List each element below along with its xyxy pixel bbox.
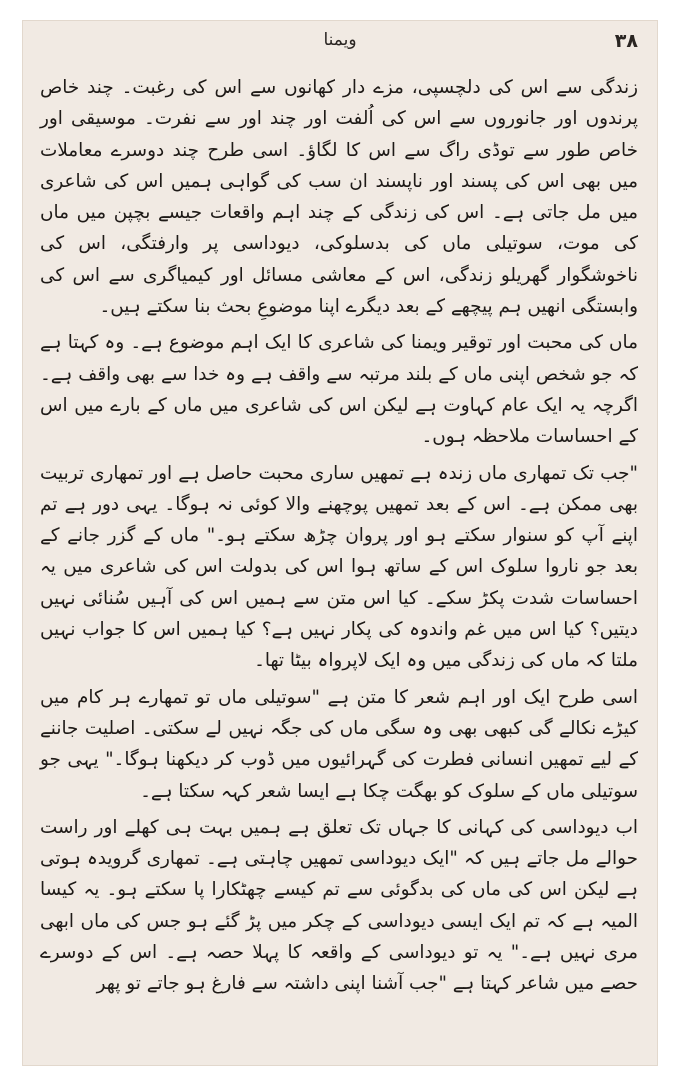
paragraph: ماں کی محبت اور توقیر ویمنا کی شاعری کا ایک اہم موضوع ہے۔ وہ کہتا ہے کہ جو شخص اپنی ماں کے بلند مرتبہ سے واقف ہے وہ خدا سے بھی واقف ہے۔ اگرچہ یہ ایک عام کہاوت ہے لیکن اس کی شاعری میں ماں کے بارے میں اس کے احساسات ملاحظہ ہوں۔ xyxy=(40,332,638,448)
paragraph: اسی طرح ایک اور اہم شعر کا متن ہے "سوتیلی ماں تو تمھارے ہر کام میں کیڑے نکالے گی کبھی بھی وہ سگی ماں کی جگہ نہیں لے سکتی۔ اصلیت جاننے کے لیے تمھیں انسانی فطرت کی گہرائیوں میں ڈوب کر دیکھنا ہوگا۔" یہی جو سوتیلی ماں کے سلوک کو بھگت چکا ہے ایسا شعر کہہ سکتا ہے۔ xyxy=(40,686,638,802)
paragraph: زندگی سے اس کی دلچسپی، مزے دار کھانوں سے اس کی رغبت۔ چند خاص پرندوں اور جانوروں سے اس کی اُلفت اور چند اور سے نفرت۔ موسیقی اور خاص طور سے توڈی راگ سے اس کا لگاؤ۔ اسی طرح چند دوسرے معاملات میں بھی اس کی پسند اور ناپسند ان سب کی گواہی ہمیں اس کی شاعری میں مل جاتی ہے۔ اس کی زندگی کے چند اہم واقعات جیسے بچپن میں ماں کی موت، سوتیلی ماں کی بدسلوکی، دیوداسی پر وارفتگی، اس کی ناخوشگوار گھریلو زندگی، اس کے معاشی مسائل اور کیمیاگری سے اس کی وابستگی انھیں ہم پیچھے کے بعد دیگرے اپنا موضوعِ بحث بنا سکتے ہیں۔ xyxy=(40,77,638,318)
paragraph: اب دیوداسی کی کہانی کا جہاں تک تعلق ہے ہمیں بہت ہی کھلے اور راست حوالے مل جاتے ہیں کہ "ایک دیوداسی تمھیں چاہتی ہے۔ تمھاری گرویدہ ہوتی ہے لیکن اس کی ماں کی بدگوئی سے تم کیسے چھٹکارا پا سکتے ہو۔ یہ کیسا المیہ ہے کہ تم ایک ایسی دیوداسی کے چکر میں پڑ گئے ہو جس کی ماں ابھی مری نہیں ہے۔" یہ تو دیوداسی کے واقعہ کا پہلا حصہ ہے۔ اس کے دوسرے حصے میں شاعر کہتا ہے "جب آشنا اپنی داشتہ سے فارغ ہو جاتے تو پھر xyxy=(40,816,638,995)
paragraph: "جب تک تمھاری ماں زندہ ہے تمھیں ساری محبت حاصل ہے اور تمھاری تربیت بھی ممکن ہے۔ اس کے بعد تمھیں پوچھنے والا کوئی نہ ہوگا۔ یہی دور ہے تم اپنے آپ کو سنوار سکتے ہو اور پروان چڑھ سکتے ہو۔" ماں کے گزر جانے کے بعد جو ناروا سلوک اس کے ساتھ ہوا اس کی بدولت اس کی شاعری میں یہ احساسات شدت پکڑ سکے۔ کیا اس متن سے ہمیں اس کی آہیں سُنائی نہیں دیتیں؟ کیا اس میں غم واندوہ کی پکار نہیں ہے؟ کیا ہمیں اس کا جواب نہیں ملتا کہ ماں کی زندگی میں وہ ایک لاپرواہ بیٹا تھا۔ xyxy=(40,462,638,672)
book-page xyxy=(22,20,658,1066)
page-header xyxy=(22,30,658,64)
body-text xyxy=(40,72,638,1005)
running-title: ویمنا xyxy=(323,30,357,50)
page-number: ۳۸ xyxy=(614,30,638,52)
